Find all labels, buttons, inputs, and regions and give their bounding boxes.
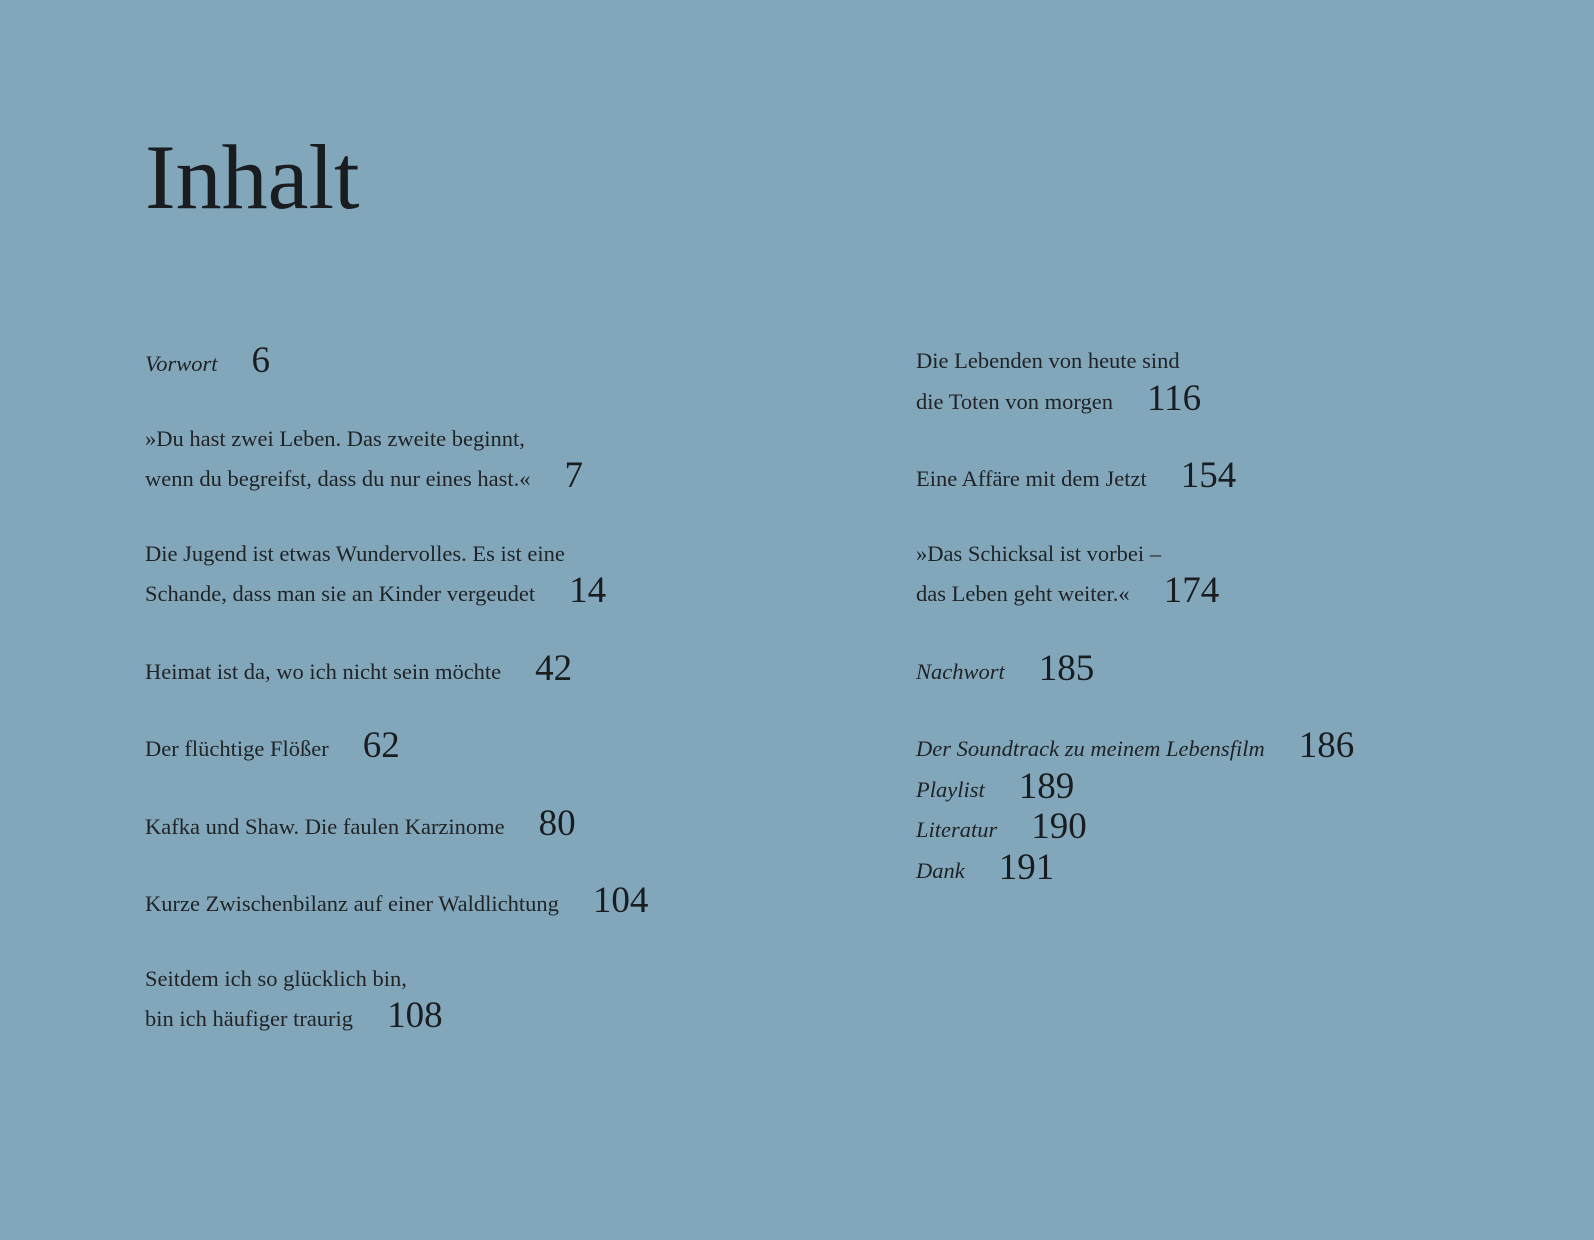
toc-page-number: 116 <box>1146 377 1202 419</box>
toc-page-number: 42 <box>535 647 573 689</box>
toc-page-number: 62 <box>362 725 400 766</box>
toc-entry-title: Heimat ist da, wo ich nicht sein möchte <box>145 658 502 684</box>
toc-entry-title: Literatur <box>916 817 998 842</box>
toc-page-number: 190 <box>1031 806 1087 847</box>
toc-page-number: 154 <box>1180 455 1237 496</box>
toc-entry-title: Der Soundtrack zu meinem Lebensfilm <box>916 736 1265 761</box>
toc-entry <box>145 535 835 613</box>
toc-entry-title: »Das Schicksal ist vorbei – <box>916 540 1161 566</box>
toc-entry-title: bin ich häufiger traurig <box>145 1006 354 1031</box>
toc-entry-title: Nachwort <box>916 658 1005 684</box>
toc-page-number: 7 <box>564 455 584 496</box>
toc-entry-title: Kurze Zwischenbilanz auf einer Waldlichtung <box>145 891 559 916</box>
toc-right-column <box>916 342 1556 889</box>
toc-entry <box>145 960 835 1038</box>
toc-entry-title: Vorwort <box>145 351 218 376</box>
toc-entry-title: das Leben geht weiter.« <box>916 581 1130 606</box>
toc-page-number: 186 <box>1298 725 1355 766</box>
toc-entry-title: Dank <box>916 857 965 883</box>
toc-page-number: 104 <box>592 880 649 921</box>
toc-entry-title: Playlist <box>916 776 985 802</box>
toc-entry-dank <box>916 846 1556 890</box>
toc-page-number: 108 <box>387 995 443 1036</box>
toc-entry-nachwort <box>916 647 1556 691</box>
toc-entry <box>145 802 835 846</box>
toc-page-number: 191 <box>998 846 1055 888</box>
toc-entry-title: Die Jugend ist etwas Wundervolles. Es ist eine <box>145 540 565 566</box>
toc-page-number: 6 <box>251 340 271 381</box>
toc-entry-title: die Toten von morgen <box>916 388 1113 414</box>
toc-page-number: 174 <box>1163 570 1220 611</box>
toc-entry-title: Seitdem ich so glücklich bin, <box>145 965 407 991</box>
toc-entry <box>916 342 1556 420</box>
toc-entry-title: Der flüchtige Flößer <box>145 736 329 761</box>
toc-entry <box>145 420 835 498</box>
toc-entry-title: »Du hast zwei Leben. Das zweite beginnt, <box>145 425 525 451</box>
toc-page-number: 14 <box>569 570 607 611</box>
toc-entry <box>916 457 1556 498</box>
toc-entry <box>145 882 835 923</box>
page-title: Inhalt <box>145 126 360 228</box>
toc-entry-title: Die Lebenden von heute sind <box>916 348 1180 373</box>
toc-entry-soundtrack <box>916 727 1556 768</box>
toc-entry-title: Schande, dass man sie an Kinder vergeudet <box>145 581 536 606</box>
toc-entry <box>145 727 835 768</box>
toc-page-number: 189 <box>1018 765 1075 807</box>
toc-left-column <box>145 342 835 1038</box>
toc-entry-playlist <box>916 765 1556 809</box>
toc-entry <box>145 647 835 691</box>
toc-entry-literatur <box>916 808 1556 849</box>
toc-page-number: 80 <box>538 802 576 844</box>
toc-entry <box>916 535 1556 613</box>
toc-entry-title: Kafka und Shaw. Die faulen Karzinome <box>145 813 505 839</box>
toc-page-number: 185 <box>1038 647 1095 689</box>
toc-entry-title: wenn du begreifst, dass du nur eines hast.« <box>145 466 531 491</box>
toc-entry-vorwort <box>145 342 835 383</box>
toc-entry-title: Eine Affäre mit dem Jetzt <box>916 466 1147 491</box>
toc-appendix-group <box>916 727 1556 889</box>
